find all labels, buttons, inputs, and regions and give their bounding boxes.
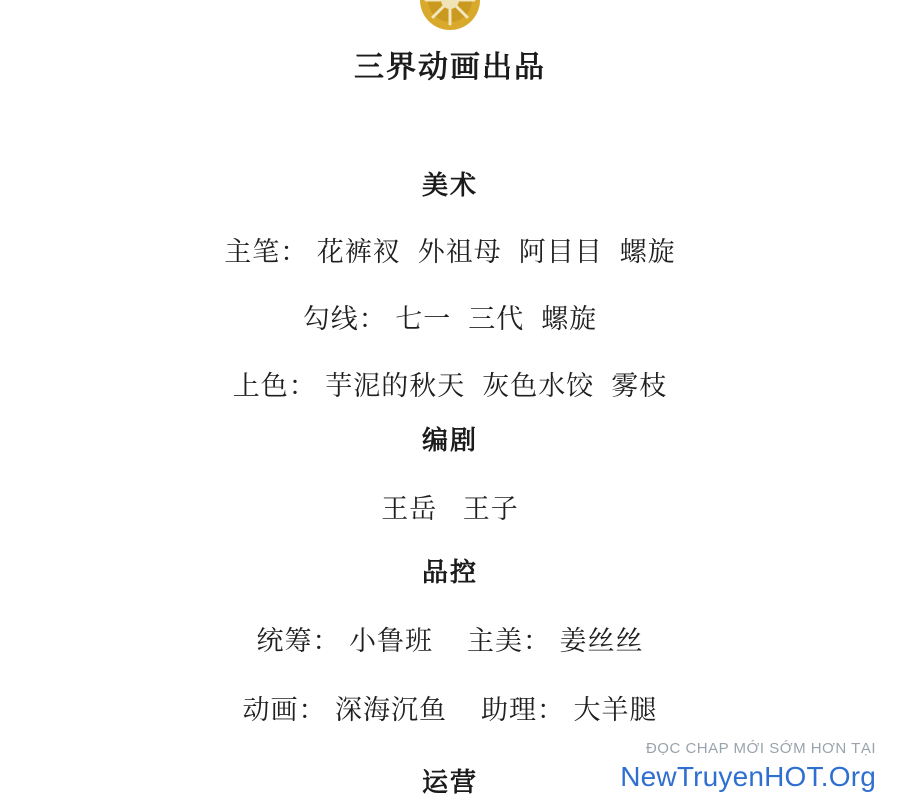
watermark — [620, 740, 876, 794]
credit-line: 王岳 王子 — [381, 494, 519, 524]
section-heading-qc: 品控 — [421, 557, 478, 587]
section-art — [0, 165, 900, 403]
section-heading-writer: 编剧 — [421, 425, 478, 455]
gold-emblem-icon — [404, 0, 496, 46]
studio-logo — [0, 0, 900, 46]
section-writer — [0, 420, 900, 526]
credit-line: 上色： 芋泥的秋天 灰色水饺 雾枝 — [232, 371, 668, 401]
watermark-tagline: ĐỌC CHAP MỚI SỚM HƠN TẠI — [645, 740, 876, 758]
section-quality-control — [0, 552, 900, 727]
section-heading-ops: 运营 — [421, 767, 478, 797]
credit-line: 主笔： 花裤衩 外祖母 阿目目 螺旋 — [224, 237, 676, 267]
watermark-site-name: NewTruyenHOT.Org — [620, 761, 876, 792]
credit-line: 勾线： 七一 三代 螺旋 — [302, 304, 598, 334]
credit-line: 动画： 深海沉鱼 助理： 大羊腿 — [242, 695, 658, 725]
credit-line: 统筹： 小鲁班 主美： 姜丝丝 — [256, 626, 644, 656]
studio-title: 三界动画出品 — [354, 51, 546, 84]
section-heading-art: 美术 — [421, 170, 478, 200]
